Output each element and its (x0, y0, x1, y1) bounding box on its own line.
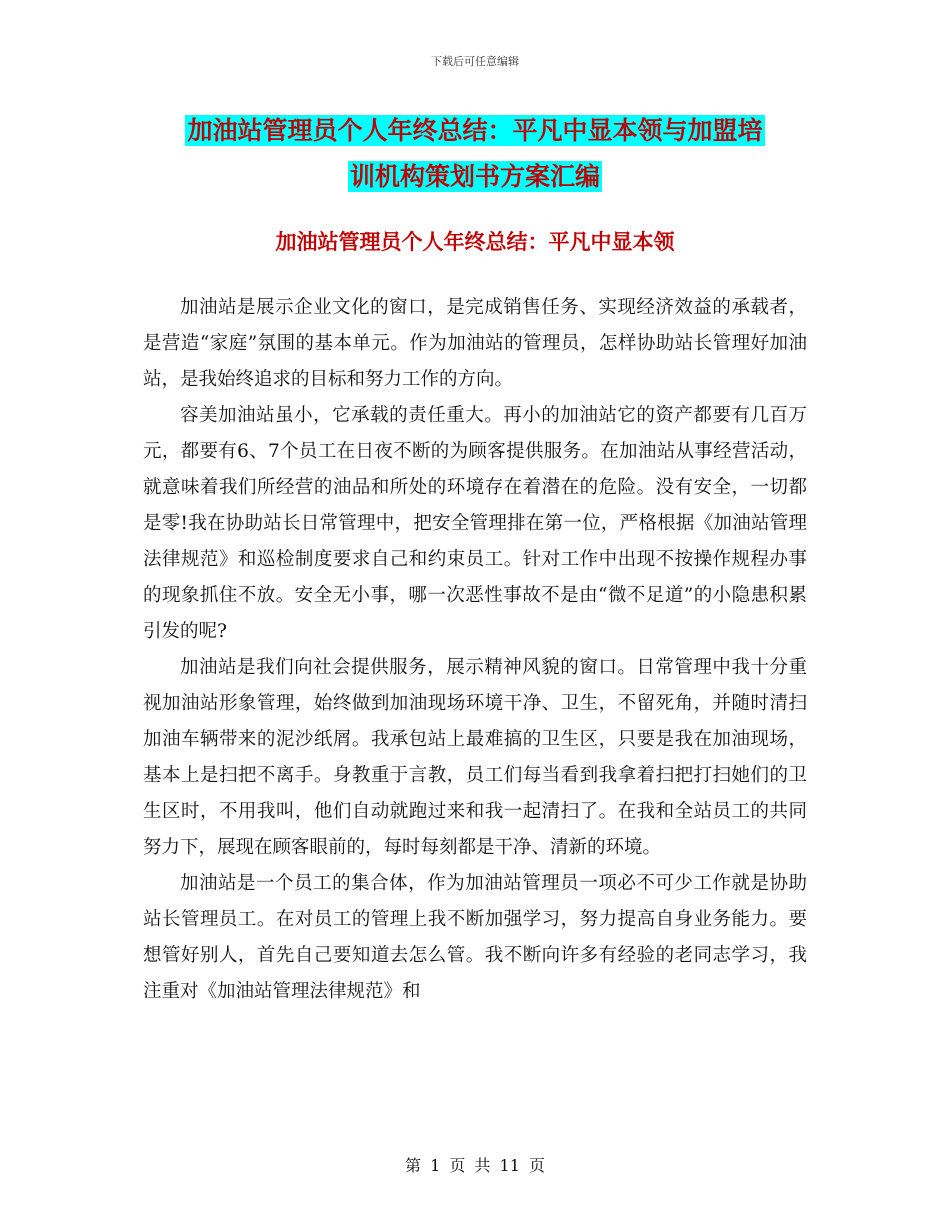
paragraph: 容美加油站虽小，它承载的责任重大。再小的加油站它的资产都要有几百万元，都要有6、7个员工在日夜不断的为顾客提供服务。在加油站从事经营活动，就意味着我们所经营的油品和所处的环境存在着潜在的危险。没有安全，一切都是零!我在协助站长日常管理中，把安全管理排在第一位，严格根据《加油站管理法律规范》和巡检制度要求自己和约束员工。针对工作中出现不按操作规程办事的现象抓住不放。安全无小事，哪一次恶性事故不是由“微不足道”的小隐患积累引发的呢? (143, 405, 807, 642)
page-footer: 第 1 页 共 11 页 (405, 1156, 545, 1175)
body-text (143, 290, 807, 1010)
section-title: 加油站管理员个人年终总结：平凡中显本领 (275, 230, 675, 254)
paragraph: 加油站是展示企业文化的窗口，是完成销售任务、实现经济效益的承载者，是营造“家庭”氛围的基本单元。作为加油站的管理员，怎样协助站长管理好加油站，是我始终追求的目标和努力工作的方向。 (143, 297, 807, 390)
header-note: 下载后可任意编辑 (431, 55, 519, 68)
paragraph: 加油站是我们向社会提供服务，展示精神风貌的窗口。日常管理中我十分重视加油站形象管理，始终做到加油现场环境干净、卫生，不留死角，并随时清扫加油车辆带来的泥沙纸屑。我承包站上最难搞的卫生区，只要是我在加油现场，基本上是扫把不离手。身教重于言教，员工们每当看到我拿着扫把打扫她们的卫生区时，不用我叫，他们自动就跑过来和我一起清扫了。在我和全站员工的共同努力下，展现在顾客眼前的，每时每刻都是干净、清新的环境。 (143, 657, 807, 858)
paragraph: 加油站是一个员工的集合体，作为加油站管理员一项必不可少工作就是协助站长管理员工。在对员工的管理上我不断加强学习，努力提高自身业务能力。要想管好别人，首先自己要知道去怎么管。我不断向许多有经验的老同志学习，我注重对《加油站管理法律规范》和 (143, 873, 807, 1002)
document-title (0, 108, 950, 200)
title-line-2: 训机构策划书方案汇编 (349, 162, 600, 191)
title-line-1: 加油站管理员个人年终总结：平凡中显本领与加盟培 (187, 116, 763, 145)
